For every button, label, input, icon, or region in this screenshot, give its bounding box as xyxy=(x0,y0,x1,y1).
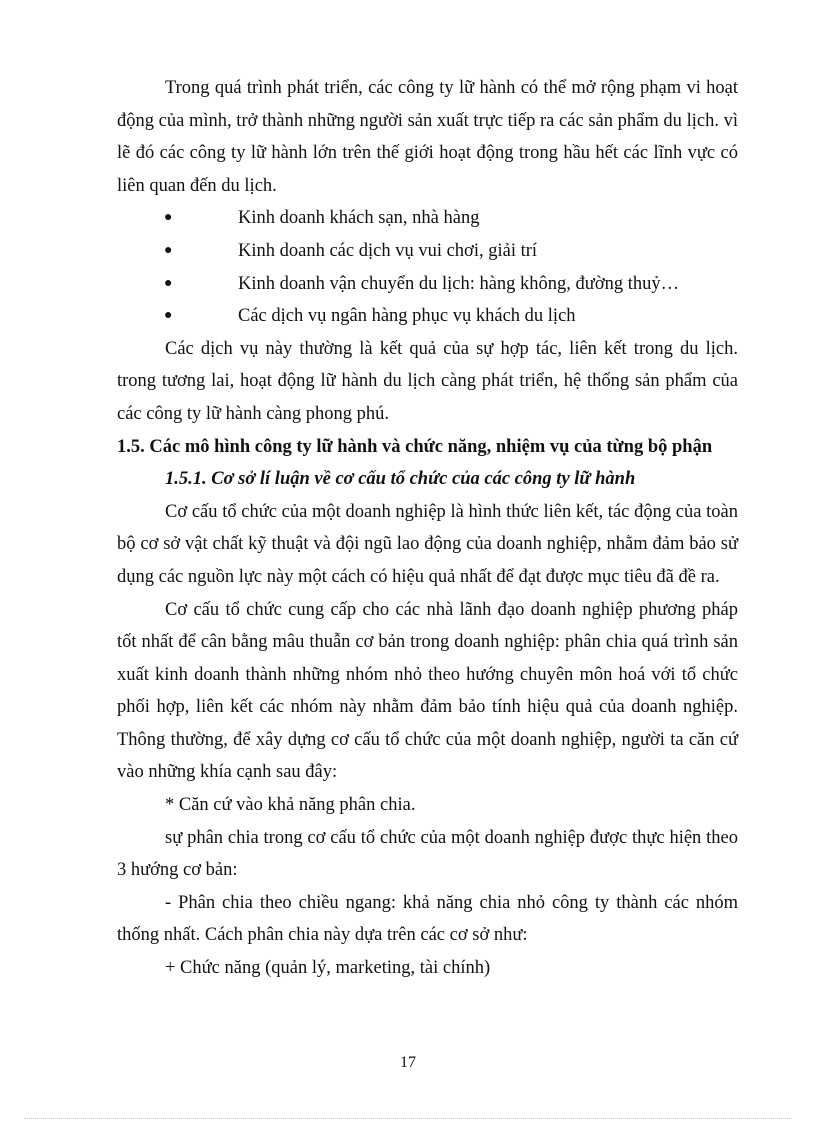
bullet-text: Các dịch vụ ngân hàng phục vụ khách du lịch xyxy=(238,306,576,327)
bullet-text: Kinh doanh khách sạn, nhà hàng xyxy=(238,208,480,229)
page-content xyxy=(117,72,738,985)
paragraph-intro: Trong quá trình phát triển, các công ty lữ hành có thể mở rộng phạm vi hoạt động của mình, trở thành những người sản xuất trực tiếp ra các sản phẩm du lịch. vì lẽ đó các công ty lữ hành lớn trên thế giới hoạt động trong hầu hết các lĩnh vực có liên quan đến du lịch. xyxy=(117,78,738,196)
bullet-icon: ● xyxy=(164,210,173,226)
bullet-text: Kinh doanh các dịch vụ vui chơi, giải trí xyxy=(238,240,538,261)
subsection-heading: 1.5.1. Cơ sở lí luận về cơ cấu tổ chức của các công ty lữ hành xyxy=(165,469,636,490)
page-bottom-border xyxy=(24,1118,792,1119)
bullet-icon: ● xyxy=(164,275,173,291)
paragraph-division: sự phân chia trong cơ cấu tổ chức của một doanh nghiệp được thực hiện theo 3 hướng cơ bản: xyxy=(117,827,738,881)
paragraph-function: + Chức năng (quản lý, marketing, tài chính) xyxy=(165,958,491,979)
page-number: 17 xyxy=(400,1054,416,1071)
bullet-item xyxy=(117,268,738,301)
paragraph-after-bullets: Các dịch vụ này thường là kết quả của sự hợp tác, liên kết trong du lịch. trong tương lai, hoạt động lữ hành du lịch càng phát triển, hệ thống sản phẩm của các công ty lữ hành càng phong phú. xyxy=(117,338,738,424)
bullet-item xyxy=(117,202,738,235)
paragraph-horizontal: - Phân chia theo chiều ngang: khả năng chia nhỏ công ty thành các nhóm thống nhất. Cách phân chia này dựa trên các cơ sở như: xyxy=(117,892,738,946)
bullet-icon: ● xyxy=(164,242,173,258)
bullet-text: Kinh doanh vận chuyển du lịch: hàng không, đường thuỷ… xyxy=(238,273,680,294)
section-heading: 1.5. Các mô hình công ty lữ hành và chức năng, nhiệm vụ của từng bộ phận xyxy=(117,436,713,457)
bullet-item xyxy=(117,300,738,333)
paragraph-basis: * Căn cứ vào khả năng phân chia. xyxy=(165,795,416,816)
paragraph-structure: Cơ cấu tổ chức cung cấp cho các nhà lãnh đạo doanh nghiệp phương pháp tốt nhất để cân bằng mâu thuẫn cơ bản trong doanh nghiệp: phân chia quá trình sản xuất kinh doanh thành những nhóm nhỏ theo hướng chuyên môn hoá với tổ chức phối hợp, liên kết các nhóm này nhằm đảm bảo tính hiệu quả của doanh nghiệp. Thông thường, để xây dựng cơ cấu tổ chức của một doanh nghiệp, người ta căn cứ vào những khía cạnh sau đây: xyxy=(117,599,738,783)
bullet-item xyxy=(117,235,738,268)
bullet-list xyxy=(117,202,738,332)
paragraph-definition: Cơ cấu tổ chức của một doanh nghiệp là hình thức liên kết, tác động của toàn bộ cơ sở vật chất kỹ thuật và đội ngũ lao động của doanh nghiệp, nhằm đảm bảo sử dụng các nguồn lực này một cách có hiệu quả nhất để đạt được mục tiêu đã đề ra. xyxy=(117,501,738,587)
bullet-icon: ● xyxy=(164,308,173,324)
